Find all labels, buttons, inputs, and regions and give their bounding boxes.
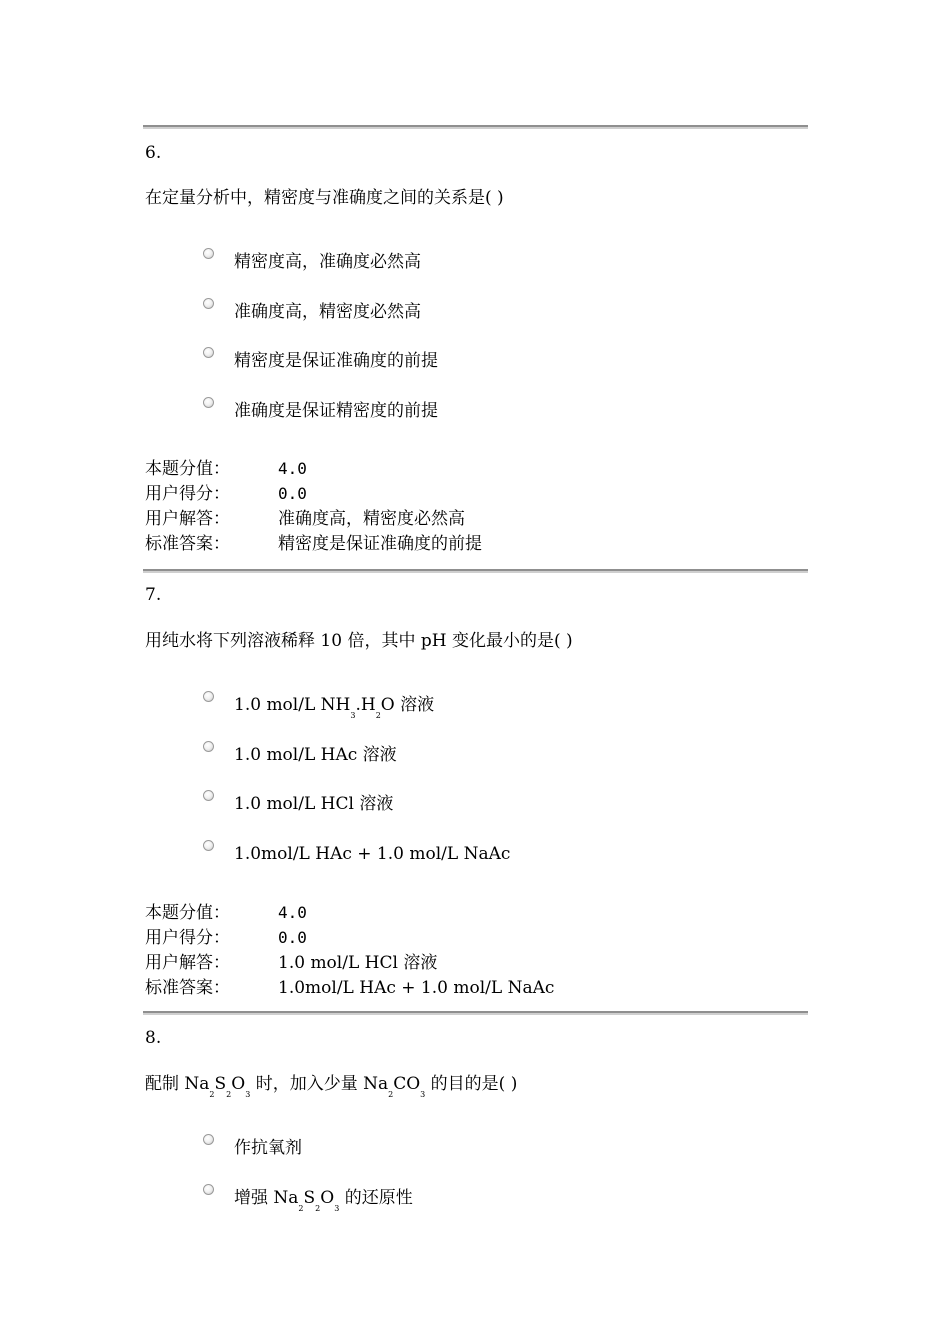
standard-answer-value: 精密度是保证准确度的前提 <box>278 534 482 554</box>
user-answer-label: 用户解答： <box>145 509 230 529</box>
option-label: 准确度高，精密度必然高 <box>234 302 421 322</box>
score-label: 本题分值： <box>145 903 230 923</box>
user-answer-value: 准确度高，精密度必然高 <box>278 509 465 529</box>
option-label: 作抗氧剂 <box>234 1138 302 1158</box>
user-score-label: 用户得分： <box>145 928 230 948</box>
question-stem: 用纯水将下列溶液稀释 10 倍，其中 pH 变化最小的是( ) <box>145 631 573 651</box>
option-label: 1.0 mol/L $NH_3.H_2O$ 溶液 <box>234 695 435 720</box>
radio-button[interactable] <box>203 840 214 851</box>
user-answer-value: 1.0 mol/L HCl 溶液 <box>278 953 438 973</box>
radio-button[interactable] <box>203 248 214 259</box>
option-label: 1.0mol/L HAc + 1.0 mol/L NaAc <box>234 844 511 864</box>
radio-button[interactable] <box>203 347 214 358</box>
user-answer-label: 用户解答： <box>145 953 230 973</box>
score-value: 4.0 <box>278 459 307 478</box>
option-label: 1.0 mol/L HCl 溶液 <box>234 794 394 814</box>
option-label: 增强 $Na_2S_2O_3$ 的还原性 <box>234 1188 413 1213</box>
separator-line <box>143 569 808 573</box>
radio-button[interactable] <box>203 741 214 752</box>
separator-line <box>143 125 808 129</box>
score-label: 本题分值： <box>145 459 230 479</box>
question-number: 6. <box>145 143 162 163</box>
question-stem: 在定量分析中，精密度与准确度之间的关系是( ) <box>145 188 504 208</box>
separator-line <box>143 1011 808 1015</box>
question-number: 8. <box>145 1028 162 1048</box>
radio-button[interactable] <box>203 1134 214 1145</box>
user-score-value: 0.0 <box>278 484 307 503</box>
radio-button[interactable] <box>203 790 214 801</box>
option-label: 准确度是保证精密度的前提 <box>234 401 438 421</box>
standard-answer-value: 1.0mol/L HAc + 1.0 mol/L NaAc <box>278 978 555 998</box>
radio-button[interactable] <box>203 397 214 408</box>
score-value: 4.0 <box>278 903 307 922</box>
radio-button[interactable] <box>203 691 214 702</box>
radio-button[interactable] <box>203 298 214 309</box>
question-number: 7. <box>145 585 162 605</box>
question-stem: 配制 $Na_2S_2O_3$ 时，加入少量 $Na_2CO_3$ 的目的是( ) <box>145 1074 518 1099</box>
option-label: 1.0 mol/L HAc 溶液 <box>234 745 397 765</box>
radio-button[interactable] <box>203 1184 214 1195</box>
user-score-value: 0.0 <box>278 928 307 947</box>
standard-answer-label: 标准答案： <box>145 978 230 998</box>
option-label: 精密度高，准确度必然高 <box>234 252 421 272</box>
option-label: 精密度是保证准确度的前提 <box>234 351 438 371</box>
user-score-label: 用户得分： <box>145 484 230 504</box>
standard-answer-label: 标准答案： <box>145 534 230 554</box>
